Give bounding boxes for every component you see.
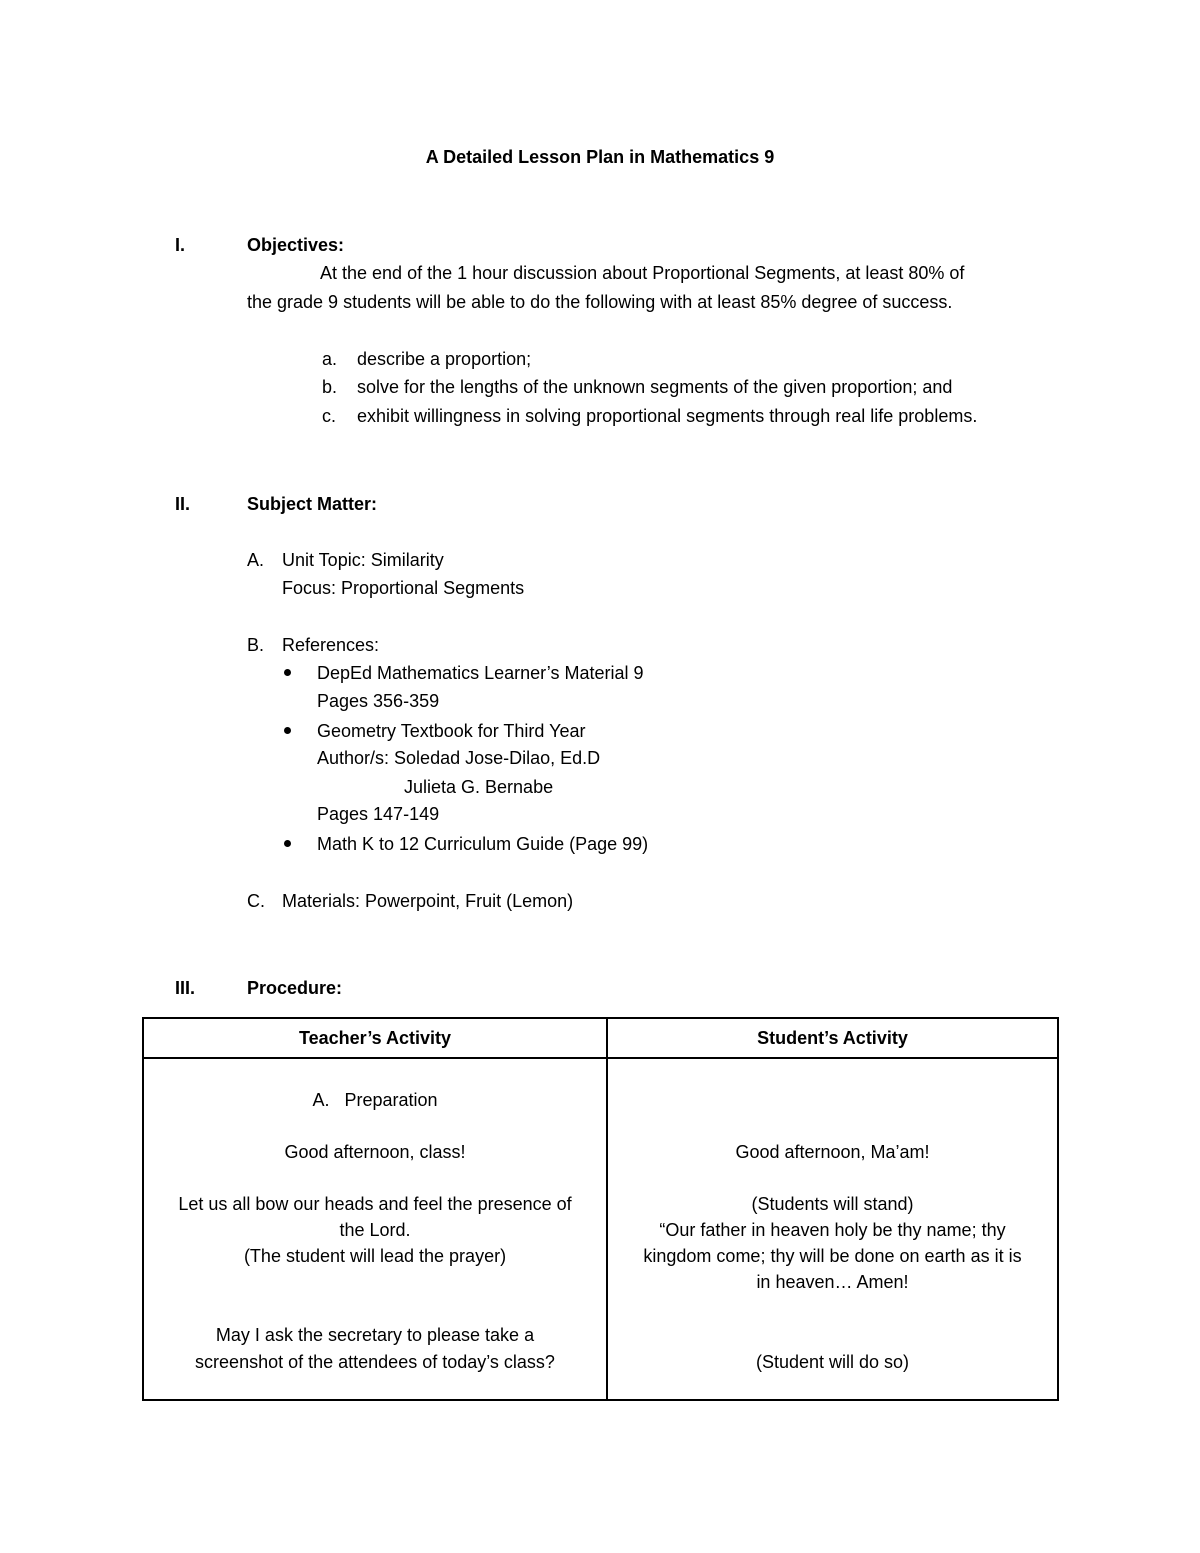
teacher-ask-line2: screenshot of the attendees of today’s class? xyxy=(195,1352,555,1372)
objectives-intro-line1: At the end of the 1 hour discussion about Proportional Segments, at least 80% of xyxy=(320,263,965,283)
reference-3-title: Math K to 12 Curriculum Guide (Page 99) xyxy=(317,834,649,854)
document-title: A Detailed Lesson Plan in Mathematics 9 xyxy=(425,147,775,167)
reference-2-coauthor: Julieta G. Bernabe xyxy=(404,777,554,797)
reference-1-title: DepEd Mathematics Learner’s Material 9 xyxy=(317,663,644,683)
teacher-ask-line1: May I ask the secretary to please take a xyxy=(215,1325,535,1345)
section-numeral-objectives: I. xyxy=(175,235,186,255)
section-heading-subject-matter: Subject Matter: xyxy=(247,494,378,514)
teacher-prayer-line2: the Lord. xyxy=(339,1220,411,1240)
column-header-student: Student’s Activity xyxy=(607,1018,1058,1058)
unit-topic: Unit Topic: Similarity xyxy=(282,550,444,570)
objective-item-b: solve for the lengths of the unknown segments of the given proportion; and xyxy=(357,377,953,397)
student-activity-cell xyxy=(607,1058,1058,1400)
subject-marker-c: C. xyxy=(247,891,265,911)
objectives-intro-line2: the grade 9 students will be able to do the following with at least 85% degree of success. xyxy=(247,292,953,312)
student-do-so: (Student will do so) xyxy=(755,1352,910,1372)
subject-marker-a: A. xyxy=(247,550,265,570)
objective-marker-c: c. xyxy=(322,406,337,426)
section-heading-objectives: Objectives: xyxy=(247,235,345,255)
reference-1-pages: Pages 356-359 xyxy=(317,691,440,711)
teacher-activity-cell xyxy=(143,1058,607,1400)
materials: Materials: Powerpoint, Fruit (Lemon) xyxy=(282,891,574,911)
bullet-icon xyxy=(284,669,291,676)
section-numeral-subject-matter: II. xyxy=(175,494,191,514)
section-numeral-procedure: III. xyxy=(175,978,196,998)
student-prayer-line1: “Our father in heaven holy be thy name; thy xyxy=(659,1220,1006,1240)
references-label: References: xyxy=(282,635,380,655)
subject-marker-b: B. xyxy=(247,635,265,655)
preparation-label: Preparation xyxy=(344,1090,438,1110)
teacher-prayer-line3: (The student will lead the prayer) xyxy=(243,1246,507,1266)
focus-topic: Focus: Proportional Segments xyxy=(282,578,525,598)
procedure-table xyxy=(142,1017,1059,1401)
student-stand: (Students will stand) xyxy=(751,1194,914,1214)
objective-item-a: describe a proportion; xyxy=(357,349,532,369)
student-greeting: Good afternoon, Ma’am! xyxy=(735,1142,930,1162)
section-heading-procedure: Procedure: xyxy=(247,978,343,998)
student-prayer-line3: in heaven… Amen! xyxy=(756,1272,909,1292)
reference-2-title: Geometry Textbook for Third Year xyxy=(317,721,586,741)
reference-2-pages: Pages 147-149 xyxy=(317,804,440,824)
column-header-teacher: Teacher’s Activity xyxy=(143,1018,607,1058)
objective-item-c: exhibit willingness in solving proportional segments through real life problems. xyxy=(357,406,978,426)
student-prayer-line2: kingdom come; thy will be done on earth as it is xyxy=(643,1246,1022,1266)
teacher-greeting: Good afternoon, class! xyxy=(284,1142,466,1162)
bullet-icon xyxy=(284,727,291,734)
teacher-prayer-line1: Let us all bow our heads and feel the presence of xyxy=(178,1194,572,1214)
preparation-heading xyxy=(144,1087,606,1113)
objective-marker-b: b. xyxy=(322,377,338,397)
objective-marker-a: a. xyxy=(322,349,338,369)
preparation-marker: A. xyxy=(312,1090,330,1110)
bullet-icon xyxy=(284,840,291,847)
reference-2-author: Author/s: Soledad Jose-Dilao, Ed.D xyxy=(317,748,601,768)
